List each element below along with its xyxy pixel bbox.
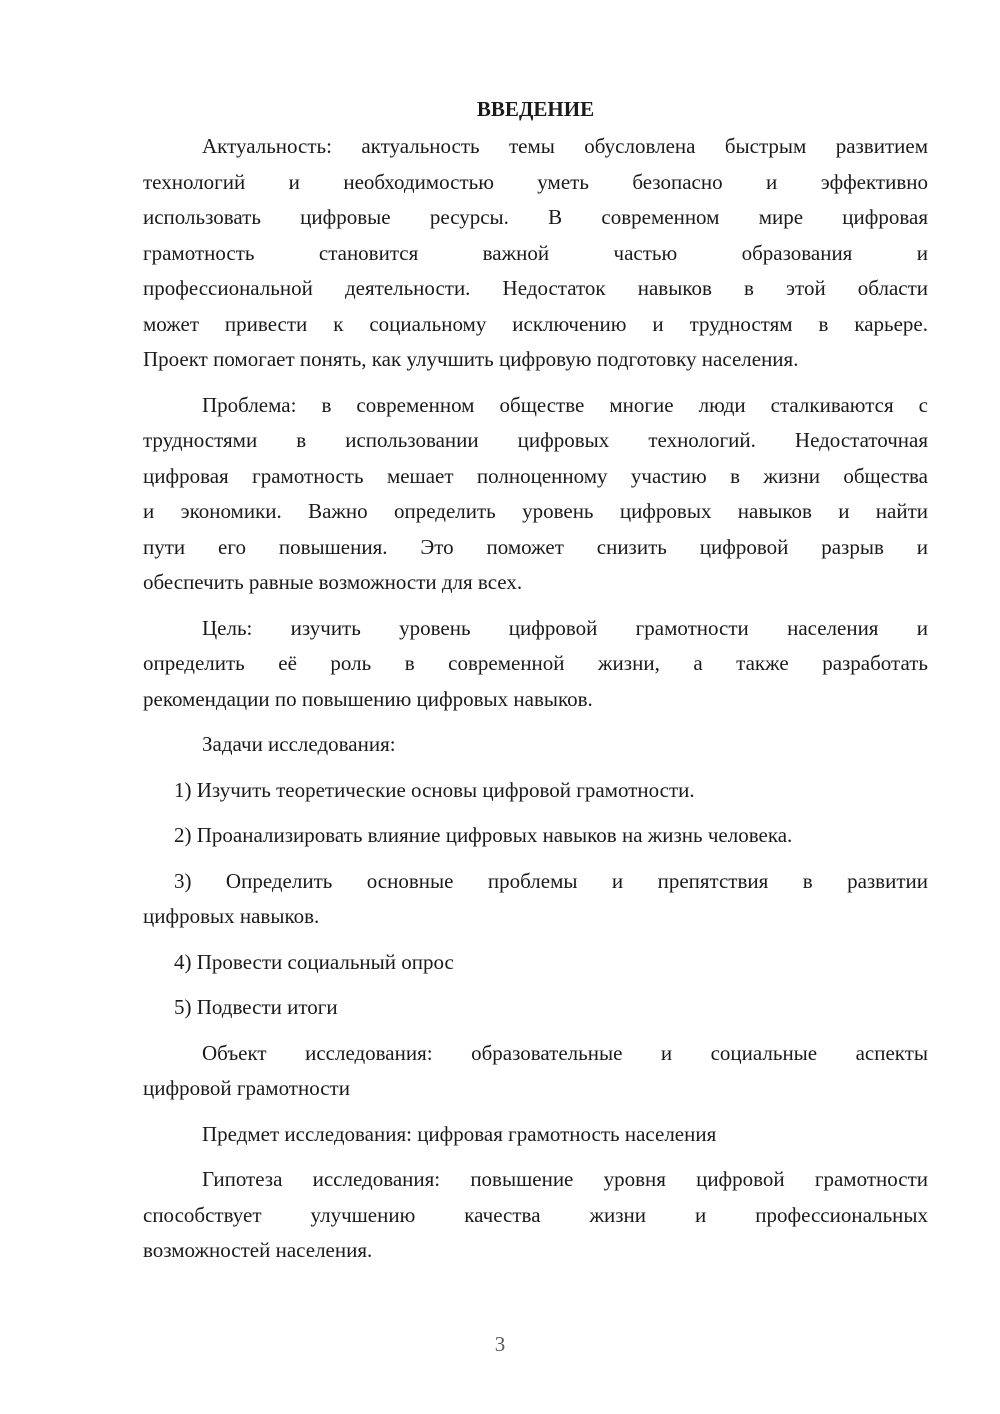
text-line: цифровых навыков. — [143, 904, 320, 928]
text-line: рекомендации по повышению цифровых навыков. — [143, 686, 593, 711]
text-line: пути его повышения. Это поможет снизить цифровой разрыв и — [143, 534, 928, 559]
task-item-1: 1) Изучить теоретические основы цифровой грамотности. — [174, 777, 695, 802]
goal-paragraph — [143, 611, 928, 718]
text-line: Гипотеза исследования: повышение уровня цифровой грамотности — [202, 1167, 928, 1191]
tasks-heading: Задачи исследования: — [202, 732, 396, 756]
text-line: цифровая грамотность мешает полноценному участию в жизни общества — [143, 463, 928, 488]
text-line: определить её роль в современной жизни, а также разработать — [143, 651, 928, 675]
subject-paragraph: Предмет исследования: цифровая грамотность населения — [202, 1121, 717, 1146]
task-item-2: 2) Проанализировать влияние цифровых навыков на жизнь человека. — [174, 823, 793, 847]
text-line: Актуальность: актуальность темы обусловлена быстрым развитием — [202, 134, 928, 158]
text-line: Проект помогает понять, как улучшить цифровую подготовку населения. — [143, 347, 799, 371]
page-title: ВВЕДЕНИЕ — [476, 97, 595, 121]
text-line: Проблема: в современном обществе многие люди сталкиваются с — [202, 392, 928, 417]
text-line: грамотность становится важной частью образования и — [143, 240, 928, 265]
text-line: Цель: изучить уровень цифровой грамотности населения и — [202, 615, 928, 640]
relevance-paragraph — [143, 129, 928, 378]
object-paragraph — [143, 1036, 928, 1107]
task-item-3 — [143, 864, 928, 935]
text-line: возможностей населения. — [143, 1238, 373, 1262]
text-line: цифровой грамотности — [143, 1076, 350, 1100]
text-line: использовать цифровые ресурсы. В современном мире цифровая — [143, 205, 928, 229]
text-line: профессиональной деятельности. Недостаток навыков в этой области — [143, 276, 928, 300]
text-line: трудностями в использовании цифровых технологий. Недостаточная — [143, 428, 928, 452]
text-line: обеспечить равные возможности для всех. — [143, 570, 523, 594]
page-number: 3 — [494, 1332, 506, 1356]
text-line: Объект исследования: образовательные и социальные аспекты — [202, 1040, 928, 1065]
text-line: технологий и необходимостью уметь безопасно и эффективно — [143, 169, 928, 194]
task-item-5: 5) Подвести итоги — [174, 995, 338, 1019]
text-line: может привести к социальному исключению и трудностям в карьере. — [143, 311, 928, 336]
problem-paragraph — [143, 388, 928, 601]
document-page — [143, 92, 928, 1269]
task-item-4: 4) Провести социальный опрос — [174, 949, 454, 974]
hypothesis-paragraph — [143, 1162, 928, 1269]
text-line: 3) Определить основные проблемы и препятствия в развитии — [174, 868, 928, 893]
text-line: и экономики. Важно определить уровень цифровых навыков и найти — [143, 499, 928, 523]
text-line: способствует улучшению качества жизни и профессиональных — [143, 1202, 928, 1227]
